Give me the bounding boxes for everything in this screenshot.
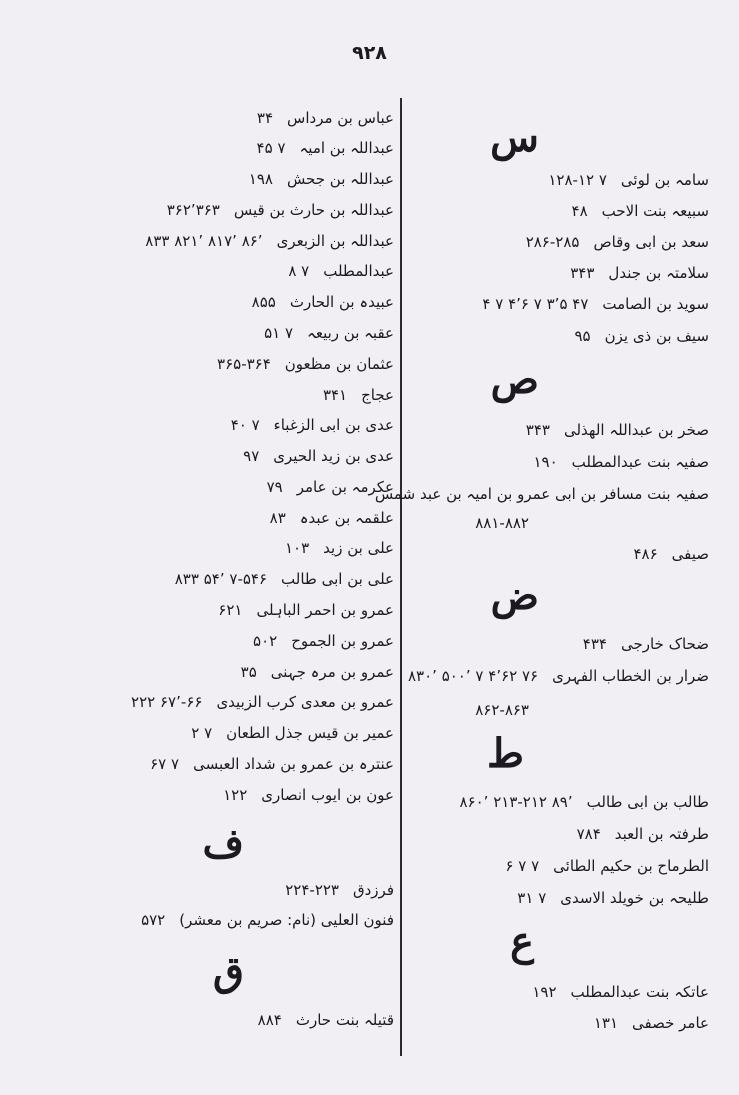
section-heading-ain: ع xyxy=(510,918,534,965)
index-entry: عون بن ایوب انصاری۱۲۲ xyxy=(223,786,394,804)
index-entry: سامہ بن لوئی۷ ۱۲-۱۲۸ xyxy=(548,171,709,189)
index-entry: صفیہ بنت مسافر بن ابی عمرو بن امیہ بن عبد شمس xyxy=(374,485,709,503)
index-entry: عباس بن مرداس۳۴ xyxy=(256,109,394,127)
index-entry: عمرو بن الجموح۵۰۲ xyxy=(253,632,394,650)
index-entry: عبداللہ بن جحش۱۹۸ xyxy=(248,170,394,188)
index-entry: فنون العلیی (نام: صریم بن معشر)۵۷۲ xyxy=(141,911,394,929)
index-entry: عنترہ بن عمرو بن شداد العبسی۷ ۶۷ xyxy=(150,755,394,773)
index-entry: عمرو بن معدی کرب الزبیدی۶۶-۶۷٬ ۲۲۲ xyxy=(131,693,394,711)
index-entry: علقمہ بن عبدہ۸۳ xyxy=(269,509,394,527)
index-entry: صفیہ بنت عبدالمطلب۱۹۰ xyxy=(533,453,709,471)
index-entry: عدی بن زید الحیری۹۷ xyxy=(243,447,394,465)
section-heading-qaf: ق xyxy=(212,948,244,995)
index-entry: علی بن ابی طالب۵۴۶-۷ ۵۴٬ ۸۳۳ xyxy=(174,570,394,588)
index-entry: عمرو بن مرہ جہنی۳۵ xyxy=(240,663,394,681)
section-heading-seen: س xyxy=(490,114,539,161)
index-entry: الطرماح بن حکیم الطائی۷ ۷ ۶ xyxy=(505,857,709,875)
index-entry: عبیدہ بن الحارث۸۵۵ xyxy=(251,293,394,311)
index-entry: عمیر بن قیس جذل الطعان۷ ۲ xyxy=(191,724,394,742)
index-entry: عبداللہ بن حارث بن قیس۳۶۲٬۳۶۳ xyxy=(166,201,394,219)
index-entry: عمرو بن احمر الباہلی۶۲۱ xyxy=(218,601,394,619)
section-heading-zad: ض xyxy=(490,572,539,619)
index-entry: صخر بن عبداللہ الھذلی۳۴۳ xyxy=(525,421,709,439)
index-entry: ضحاک خارجی۴۳۴ xyxy=(582,635,709,653)
index-entry: عثمان بن مظعون۳۶۴-۳۶۵ xyxy=(217,355,394,373)
index-entry: طالب بن ابی طالب۸۹٬ ۲۱۲-۲۱۳ ۸۶۰٬ xyxy=(459,793,709,811)
page-number: ۹۲۸ xyxy=(352,42,387,64)
index-entry: قتیلہ بنت حارث۸۸۴ xyxy=(257,1011,394,1029)
index-entry: عکرمہ بن عامر۷۹ xyxy=(266,478,394,496)
index-entry: طلیحہ بن خویلد الاسدی۷ ۳۱ xyxy=(517,889,709,907)
index-entry: صیفی۴۸۶ xyxy=(633,545,709,563)
index-entry: عامر خصفی۱۳۱ xyxy=(593,1014,709,1032)
index-entry-continuation: ۸۶۲-۸۶۳ xyxy=(475,701,529,719)
index-entry: طرفتہ بن العبد۷۸۴ xyxy=(576,825,709,843)
index-entry: فرزدق۲۲۳-۲۲۴ xyxy=(285,881,394,899)
index-entry: عقبہ بن ربیعہ۷ ۵۱ xyxy=(264,324,394,342)
index-entry: سلامتہ بن جندل۳۴۳ xyxy=(570,264,709,282)
index-entry: عدی بن ابی الزغباء۷ ۴۰ xyxy=(230,416,394,434)
index-entry: عجاج۳۴۱ xyxy=(322,386,394,404)
column-divider xyxy=(400,98,402,1056)
index-entry: سوید بن الصامت۴۷ ۳٬۵ ۷ ۴٬۶ ۷ ۴ xyxy=(482,295,709,313)
section-heading-feh: ف xyxy=(202,820,244,867)
index-entry: عبداللہ بن امیہ۷ ۴۵ xyxy=(256,139,394,157)
index-entry: سیف بن ذی یزن۹۵ xyxy=(574,327,709,345)
index-entry: سعد بن ابی وقاص۲۸۵-۲۸۶ xyxy=(525,233,709,251)
index-entry: ضرار بن الخطاب الفہری۷۶ ۴٬۶۲ ۷ ۵۰۰٬ ۸۳۰٬ xyxy=(407,667,709,685)
section-heading-toe: ط xyxy=(487,730,524,777)
section-heading-sad: ص xyxy=(490,356,539,403)
index-entry: عبدالمطلب۷ ۸ xyxy=(288,262,394,280)
index-entry: عاتکہ بنت عبدالمطلب۱۹۲ xyxy=(532,983,709,1001)
index-entry: عبداللہ بن الزبعری۸۶٬ ۸۱۷٬ ۸۲۱٬ ۸۳۳ xyxy=(145,232,394,250)
index-entry: سبیعہ بنت الاحب۴۸ xyxy=(571,202,709,220)
index-entry: علی بن زید۱۰۳ xyxy=(284,539,394,557)
index-entry-continuation: ۸۸۱-۸۸۲ xyxy=(475,514,529,532)
